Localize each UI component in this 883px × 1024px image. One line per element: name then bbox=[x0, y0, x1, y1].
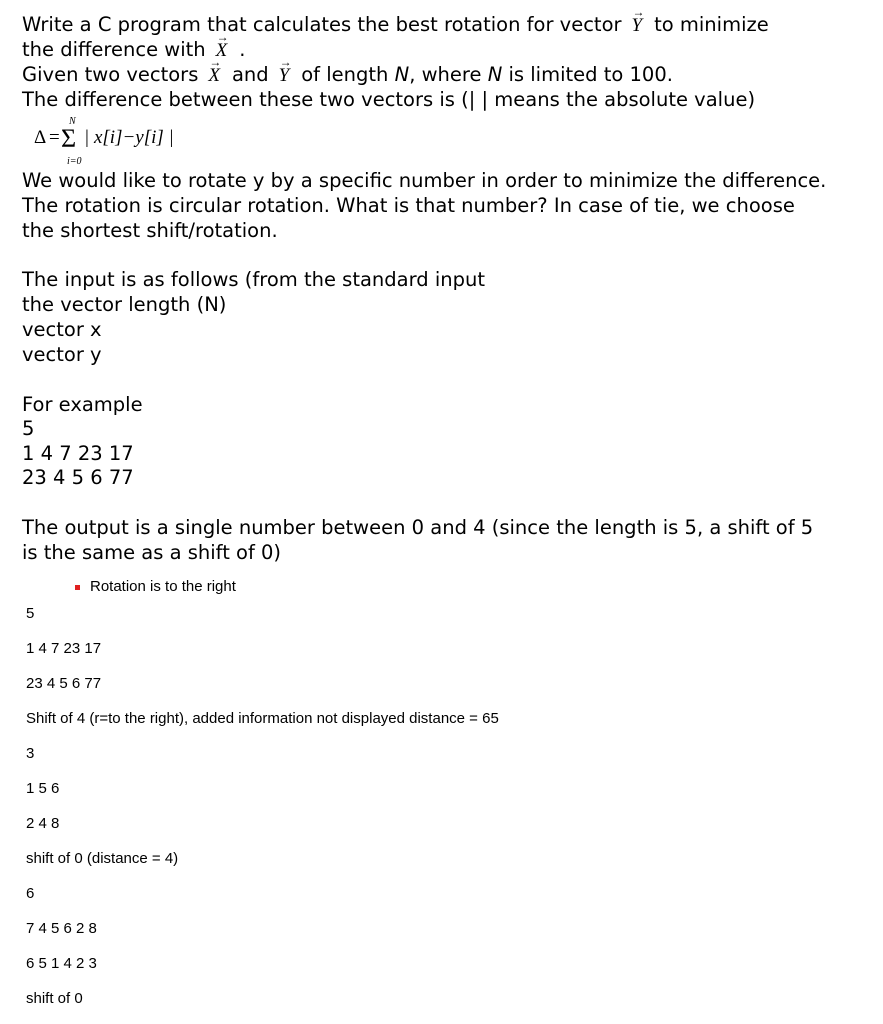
vector-x-symbol: → X bbox=[216, 38, 228, 63]
intro-line-4: The difference between these two vectors is (| | means the absolute value) bbox=[22, 88, 756, 111]
input-spec-line-4: vector y bbox=[22, 343, 102, 366]
test-case-3-n: 6 bbox=[26, 885, 35, 902]
formula-delta: Δ bbox=[34, 127, 47, 148]
bullet-icon bbox=[75, 585, 80, 590]
vector-y-symbol: → Y bbox=[279, 63, 290, 88]
bullet-note: Rotation is to the right bbox=[90, 578, 236, 595]
vector-x-symbol: → X bbox=[208, 63, 220, 88]
example-x: 1 4 7 23 17 bbox=[22, 442, 134, 465]
difference-formula bbox=[34, 112, 274, 168]
output-spec-line-1: The output is a single number between 0 and 4 (since the length is 5, a shift of 5 bbox=[22, 516, 814, 539]
test-case-1-n: 5 bbox=[26, 605, 35, 622]
formula-body: | x[i]−y[i] | bbox=[84, 127, 174, 148]
input-spec-line-1: The input is as follows (from the standard input bbox=[22, 268, 486, 291]
test-case-2-y: 2 4 8 bbox=[26, 815, 60, 832]
formula-upper-limit: N bbox=[69, 116, 76, 127]
example-heading: For example bbox=[22, 393, 143, 416]
input-spec-line-3: vector x bbox=[22, 318, 102, 341]
intro-line-2: the difference with→ X . bbox=[22, 37, 245, 63]
test-case-2-x: 1 5 6 bbox=[26, 780, 60, 797]
test-case-3-result: shift of 0 bbox=[26, 990, 83, 1007]
input-spec-line-2: the vector length (N) bbox=[22, 293, 227, 316]
description-line-2: The rotation is circular rotation. What is that number? In case of tie, we choose bbox=[22, 194, 795, 217]
vector-y-symbol: → Y bbox=[632, 13, 643, 38]
test-case-2-n: 3 bbox=[26, 745, 35, 762]
test-case-3-x: 7 4 5 6 2 8 bbox=[26, 920, 97, 937]
intro-line-1: Write a C program that calculates the best rotation for vector→ Y to minimize bbox=[22, 12, 769, 38]
formula-lower-limit: i=0 bbox=[67, 156, 82, 167]
formula-equals: = bbox=[49, 127, 60, 148]
test-case-1-result: Shift of 4 (r=to the right), added information not displayed distance = 65 bbox=[26, 710, 499, 727]
test-case-3-y: 6 5 1 4 2 3 bbox=[26, 955, 97, 972]
description-line-1: We would like to rotate y by a specific number in order to minimize the difference. bbox=[22, 169, 827, 192]
example-n: 5 bbox=[22, 417, 35, 440]
output-spec-line-2: is the same as a shift of 0) bbox=[22, 541, 282, 564]
intro-line-3: Given two vectors→ X and→ Y of length N, where N is limited to 100. bbox=[22, 62, 673, 88]
test-case-1-y: 23 4 5 6 77 bbox=[26, 675, 102, 692]
test-case-1-x: 1 4 7 23 17 bbox=[26, 640, 102, 657]
formula-sigma: Σ bbox=[61, 124, 77, 153]
test-case-2-result: shift of 0 (distance = 4) bbox=[26, 850, 179, 867]
example-y: 23 4 5 6 77 bbox=[22, 466, 134, 489]
description-line-3: the shortest shift/rotation. bbox=[22, 219, 278, 242]
